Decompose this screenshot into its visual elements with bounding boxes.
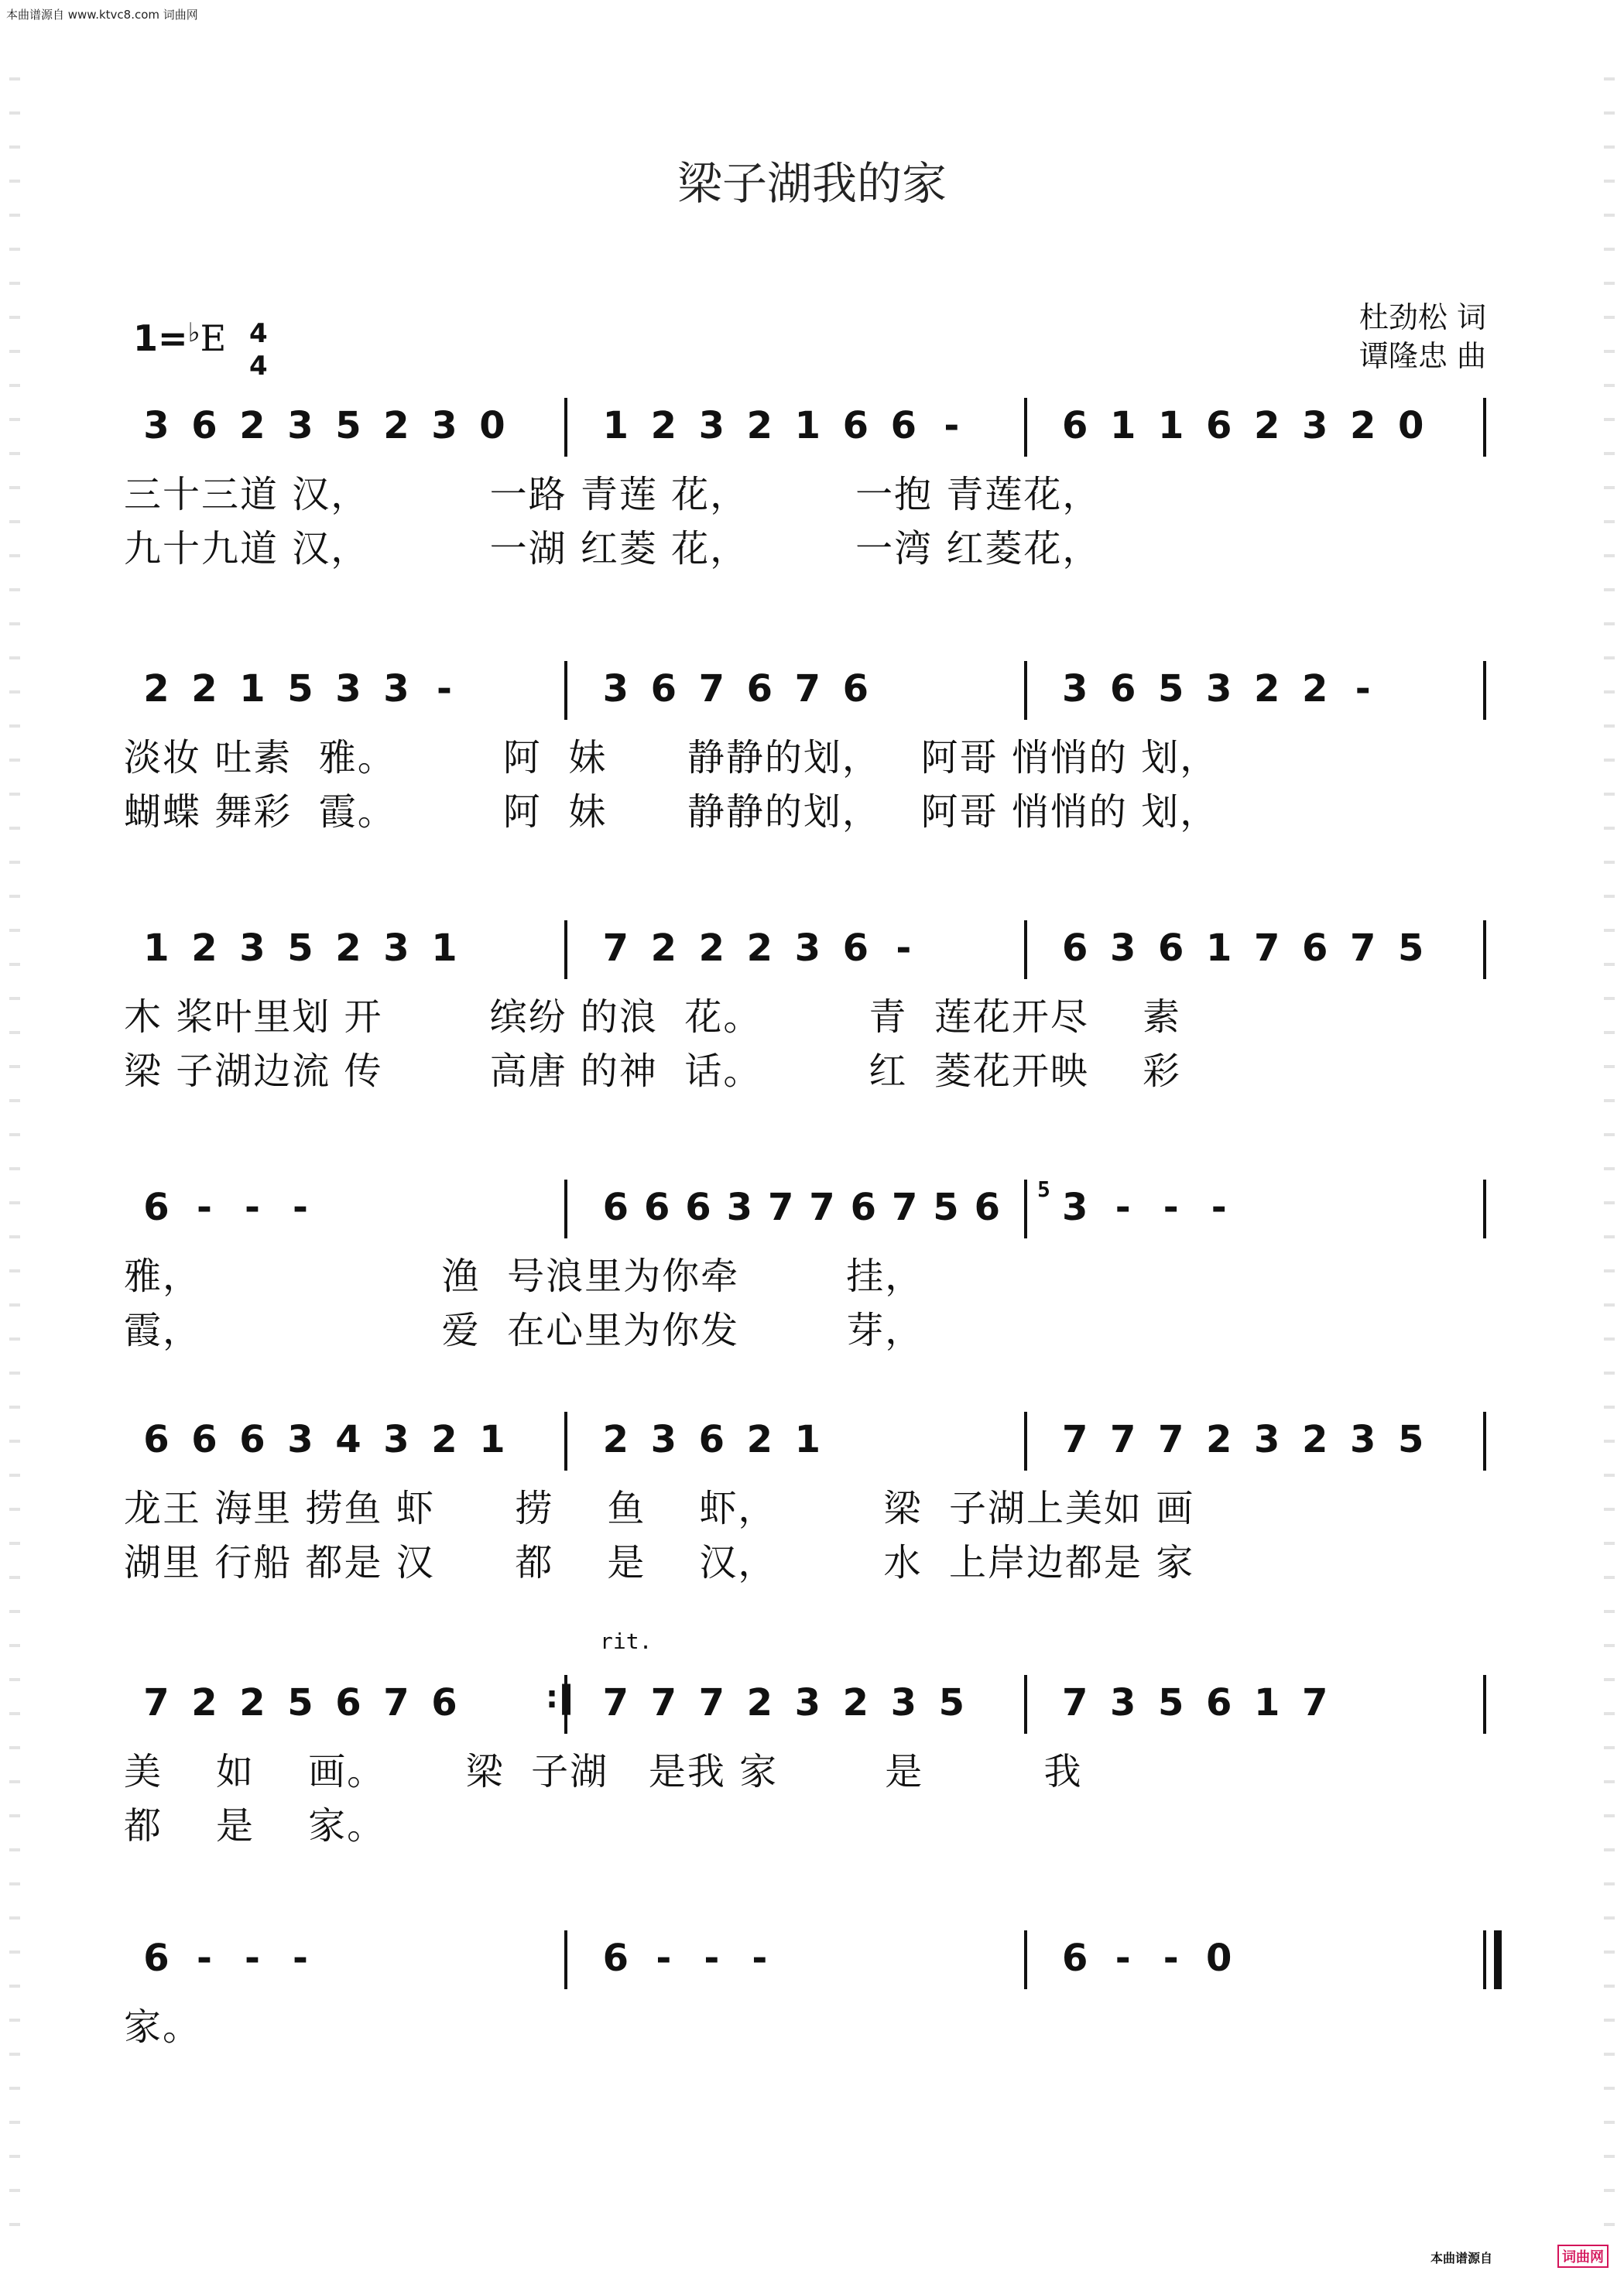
song-title: 梁子湖我的家 (677, 157, 947, 210)
note: 7 (1301, 1681, 1328, 1724)
sustain-dash: - (704, 1937, 720, 1980)
note: 7 (1157, 1418, 1184, 1461)
barline (564, 920, 567, 979)
note: 7 (1253, 926, 1280, 970)
barline (1483, 661, 1486, 720)
note: 3 (650, 1418, 677, 1461)
note: 5 (1157, 667, 1184, 711)
note-line (124, 387, 1502, 472)
note: 0 (479, 404, 505, 447)
note: 1 (143, 926, 170, 970)
barline (564, 398, 567, 457)
note: 3 (335, 667, 361, 711)
ritardando-mark: rit. (600, 1629, 653, 1654)
note: 3 (1109, 926, 1136, 970)
final-barline (1483, 1930, 1486, 1989)
note: 2 (1349, 404, 1376, 447)
note: 3 (1061, 667, 1088, 711)
barline (1483, 398, 1486, 457)
note: 5 (1397, 926, 1424, 970)
note: 7 (602, 1681, 629, 1724)
note: 6 (143, 1418, 170, 1461)
note: 6 (1061, 926, 1088, 970)
barline (1483, 1412, 1486, 1471)
sustain-dash: - (293, 1186, 308, 1229)
note: 5 (933, 1186, 959, 1229)
note: 6 (431, 1681, 457, 1724)
lyric-line: 梁 子湖边流 传 高唐 的神 话。 红 菱花开映 彩 (124, 1050, 1181, 1093)
note: 7 (794, 667, 821, 711)
note: 7 (1109, 1418, 1136, 1461)
note: 3 (1301, 404, 1328, 447)
lyric-line: 九十九道 汉， 一湖 红菱 花， 一湾 红菱花， (124, 527, 1102, 570)
note: 3 (287, 1418, 313, 1461)
note: 5 (1397, 1418, 1424, 1461)
lyric-line: 湖里 行船 都是 汉 都 是 汉， 水 上岸边都是 家 (124, 1541, 1195, 1584)
note: 3 (1349, 1418, 1376, 1461)
note: 3 (431, 404, 457, 447)
barline (1483, 1180, 1486, 1238)
note: 6 (602, 1186, 629, 1229)
note: 7 (767, 1186, 794, 1229)
note: 1 (479, 1418, 505, 1461)
note: 6 (239, 1418, 266, 1461)
note: 2 (602, 1418, 629, 1461)
note: 1 (1157, 404, 1184, 447)
note: 6 (890, 404, 917, 447)
footer-source-label: 本曲谱源自 (1430, 2251, 1493, 2266)
note: 3 (794, 1681, 821, 1724)
barline (564, 1412, 567, 1471)
sustain-dash: - (1355, 667, 1371, 711)
lyric-line: 都 是 家。 (124, 1804, 386, 1848)
score-system (124, 1169, 1502, 1352)
note: 6 (191, 404, 218, 447)
sustain-dash: - (293, 1937, 308, 1980)
sustain-dash: - (752, 1937, 768, 1980)
note: 2 (650, 404, 677, 447)
note: 6 (842, 404, 869, 447)
time-sig-bottom: 4 (249, 351, 268, 382)
note: 7 (1061, 1681, 1088, 1724)
note: 1 (794, 404, 821, 447)
note-line (124, 909, 1502, 995)
note: 2 (143, 667, 170, 711)
note: 7 (698, 1681, 725, 1724)
note: 6 (842, 667, 869, 711)
note: 3 (1253, 1418, 1280, 1461)
note: 2 (335, 926, 361, 970)
note: 5 (287, 1681, 313, 1724)
lyric-line: 家。 (124, 2005, 202, 2049)
note: 2 (698, 926, 725, 970)
note: 6 (1157, 926, 1184, 970)
note: 3 (726, 1186, 753, 1229)
note: 6 (191, 1418, 218, 1461)
note: 0 (1205, 1937, 1232, 1980)
note: 2 (431, 1418, 457, 1461)
note: 7 (650, 1681, 677, 1724)
note: 3 (1205, 667, 1232, 711)
note: 7 (1349, 926, 1376, 970)
note: 2 (842, 1681, 869, 1724)
note-line (124, 1920, 1502, 2005)
key-signature (133, 317, 226, 359)
barline (1024, 1675, 1027, 1734)
note: 1 (794, 1418, 821, 1461)
note: 3 (383, 926, 409, 970)
note: 7 (602, 926, 629, 970)
note: 2 (191, 926, 218, 970)
time-signature (249, 317, 268, 382)
note-line (124, 1401, 1502, 1486)
note-line (124, 1169, 1502, 1254)
barline (1024, 661, 1027, 720)
note: 7 (698, 667, 725, 711)
note: 6 (650, 667, 677, 711)
note: 5 (335, 404, 361, 447)
barline (1483, 920, 1486, 979)
flat-sign: ♭ (187, 317, 200, 348)
lyricist-credit: 杜劲松 词 (1358, 300, 1486, 334)
key-prefix: 1= (133, 317, 188, 359)
note: 7 (383, 1681, 409, 1724)
sustain-dash: - (656, 1937, 672, 1980)
note: 3 (890, 1681, 917, 1724)
note: 2 (650, 926, 677, 970)
barline (1024, 1180, 1027, 1238)
note: 6 (1061, 404, 1088, 447)
note: 6 (143, 1937, 170, 1980)
source-header: 本曲谱源自 www.ktvc8.com 词曲网 (6, 8, 198, 22)
note: 2 (239, 404, 266, 447)
note: 2 (746, 1418, 773, 1461)
repeat-end-sign: :‖ (546, 1680, 574, 1715)
sustain-dash: - (944, 404, 960, 447)
note: 3 (794, 926, 821, 970)
note: 6 (685, 1186, 711, 1229)
note: 1 (1109, 404, 1136, 447)
note: 3 (1109, 1681, 1136, 1724)
note: 7 (143, 1681, 170, 1724)
note: 6 (698, 1418, 725, 1461)
page-border-right (1604, 46, 1615, 2235)
barline (1483, 1675, 1486, 1734)
sustain-dash: - (245, 1937, 260, 1980)
note: 4 (335, 1418, 361, 1461)
note: 1 (1253, 1681, 1280, 1724)
note-line (124, 1664, 1502, 1749)
note: 2 (383, 404, 409, 447)
note: 2 (1301, 667, 1328, 711)
score-system (124, 1401, 1502, 1584)
lyric-line: 木 桨叶里划 开 缤纷 的浪 花。 青 莲花开尽 素 (124, 995, 1181, 1039)
note-line (124, 650, 1502, 735)
score-system (124, 650, 1502, 834)
note: 2 (1253, 667, 1280, 711)
note: 2 (1301, 1418, 1328, 1461)
sustain-dash: - (1163, 1186, 1179, 1229)
barline (564, 661, 567, 720)
lyric-line: 美 如 画。 梁 子湖 是我 家 是 我 (124, 1750, 1083, 1793)
note: 6 (1205, 1681, 1232, 1724)
note: 1 (239, 667, 266, 711)
note: 7 (891, 1186, 918, 1229)
sustain-dash: - (1115, 1937, 1131, 1980)
key-note: E (200, 317, 227, 359)
note: 2 (191, 1681, 218, 1724)
barline (1024, 1412, 1027, 1471)
note: 3 (698, 404, 725, 447)
lyric-line: 霞， 爱 在心里为你发 芽， (124, 1309, 924, 1352)
composer-credit: 谭隆忠 曲 (1358, 339, 1486, 373)
note: 3 (239, 926, 266, 970)
barline (1024, 1930, 1027, 1989)
score-system (124, 1629, 1502, 1848)
note: 5 (1157, 1681, 1184, 1724)
note: 6 (1205, 404, 1232, 447)
note: 1 (602, 404, 629, 447)
note: 6 (1061, 1937, 1088, 1980)
barline (1024, 920, 1027, 979)
sustain-dash: - (437, 667, 452, 711)
grace-note: 5 (1037, 1176, 1050, 1202)
barline (564, 1930, 567, 1989)
note: 6 (1301, 926, 1328, 970)
sustain-dash: - (197, 1937, 212, 1980)
note: 6 (643, 1186, 670, 1229)
lyric-line: 淡妆 吐素 雅。 阿 妹 静静的划， 阿哥 悄悄的 划， (124, 736, 1219, 779)
note: 6 (335, 1681, 361, 1724)
note: 6 (850, 1186, 877, 1229)
note: 3 (287, 404, 313, 447)
note: 6 (143, 1186, 170, 1229)
note: 6 (974, 1186, 1001, 1229)
score-system (124, 909, 1502, 1093)
note: 0 (1397, 404, 1424, 447)
barline (1024, 398, 1027, 457)
sustain-dash: - (197, 1186, 212, 1229)
score-system (124, 1920, 1502, 2049)
sustain-dash: - (245, 1186, 260, 1229)
note: 2 (1253, 404, 1280, 447)
note: 3 (383, 667, 409, 711)
sustain-dash: - (1211, 1186, 1227, 1229)
note: 2 (1205, 1418, 1232, 1461)
note: 6 (842, 926, 869, 970)
lyric-line: 龙王 海里 捞鱼 虾 捞 鱼 虾， 梁 子湖上美如 画 (124, 1487, 1195, 1530)
note: 2 (746, 1681, 773, 1724)
credits (1359, 298, 1486, 375)
lyric-line: 三十三道 汉， 一路 青莲 花， 一抱 青莲花， (124, 473, 1102, 516)
page-border-left (9, 46, 20, 2235)
note: 1 (1205, 926, 1232, 970)
note: 5 (287, 926, 313, 970)
note: 3 (143, 404, 170, 447)
sustain-dash: - (1115, 1186, 1131, 1229)
note: 1 (431, 926, 457, 970)
note: 2 (191, 667, 218, 711)
note: 3 (602, 667, 629, 711)
note: 6 (1109, 667, 1136, 711)
note: 6 (602, 1937, 629, 1980)
barline (564, 1180, 567, 1238)
note: 3 (383, 1418, 409, 1461)
note: 2 (746, 926, 773, 970)
note: 2 (746, 404, 773, 447)
footer-site-logo: 词曲网 (1557, 2245, 1609, 2268)
lyric-line: 雅， 渔 号浪里为你牵 挂， (124, 1255, 924, 1298)
note: 3 (1061, 1186, 1088, 1229)
note: 7 (1061, 1418, 1088, 1461)
note: 7 (809, 1186, 835, 1229)
sustain-dash: - (1163, 1937, 1179, 1980)
time-sig-top: 4 (249, 318, 268, 349)
note: 5 (287, 667, 313, 711)
lyric-line: 蝴蝶 舞彩 霞。 阿 妹 静静的划， 阿哥 悄悄的 划， (124, 790, 1219, 834)
note: 2 (239, 1681, 266, 1724)
note: 5 (938, 1681, 965, 1724)
sustain-dash: - (896, 926, 912, 970)
note: 6 (746, 667, 773, 711)
score-system (124, 387, 1502, 570)
